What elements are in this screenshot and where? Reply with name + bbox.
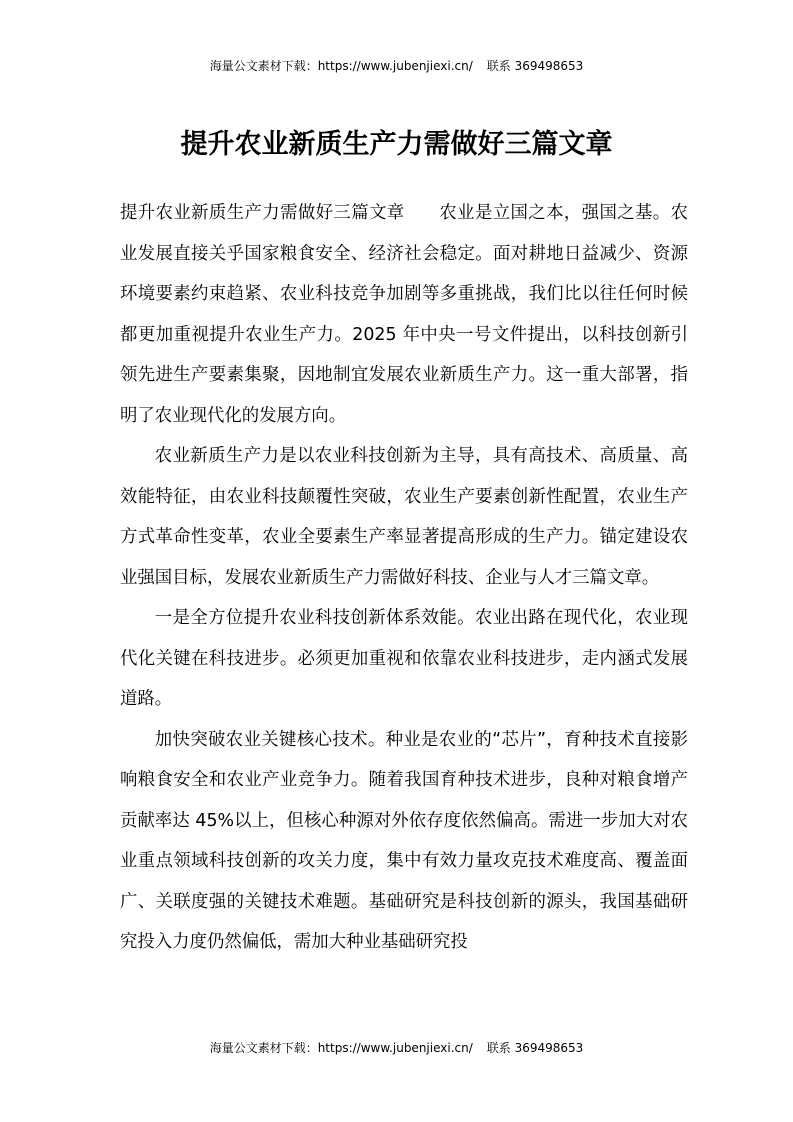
paragraph-definition: 农业新质生产力是以农业科技创新为主导，具有高技术、高质量、高效能特征，由农业科技颠覆性突破，农业生产要素创新性配置，农业生产方式革命性变革，农业全要素生产率显著提高形成的生产力。锚定建设农业强国目标，发展农业新质生产力需做好科技、企业与人才三篇文章。 [120,446,688,588]
footer-contact-text: 联系 369498653 [486,1041,584,1055]
page-header [0,58,793,74]
document-body [120,193,688,963]
inline-title: 提升农业新质生产力需做好三篇文章 [120,203,405,223]
page-footer [0,1040,793,1056]
document-title: 提升农业新质生产力需做好三篇文章 [180,129,613,160]
paragraph-intro [120,193,688,436]
paragraph-intro-text: 农业是立国之本，强国之基。农业发展直接关乎国家粮食安全、经济社会稳定。面对耕地日益减少、资源环境要素约束趋紧、农业科技竞争加剧等多重挑战，我们比以往任何时候都更加重视提升农业生产力。2025 年中央一号文件提出，以科技创新引领先进生产要素集聚，因地制宜发展农业新质生产力。这一重大部署，指明了农业现代化的发展方向。 [120,203,688,426]
paragraph-core-technology: 加快突破农业关键核心技术。种业是农业的“芯片”，育种技术直接影响粮食安全和农业产业竞争力。随着我国育种技术进步，良种对粮食增产贡献率达 45%以上，但核心种源对外依存度依然偏高。需进一步加大对农业重点领域科技创新的攻关力度，集中有效力量攻克技术难度高、覆盖面广、关联度强的关键技术难题。基础研究是科技创新的源头，我国基础研究投入力度仍然偏低，需加大种业基础研究投 [120,729,688,952]
footer-download-text: 海量公文素材下载：https://www.jubenjiexi.cn/ [209,1041,473,1055]
header-download-text: 海量公文素材下载：https://www.jubenjiexi.cn/ [209,59,473,73]
header-contact-text: 联系 369498653 [486,59,584,73]
paragraph-section-one: 一是全方位提升农业科技创新体系效能。农业出路在现代化，农业现代化关键在科技进步。必须更加重视和依靠农业科技进步，走内涵式发展道路。 [120,608,688,709]
